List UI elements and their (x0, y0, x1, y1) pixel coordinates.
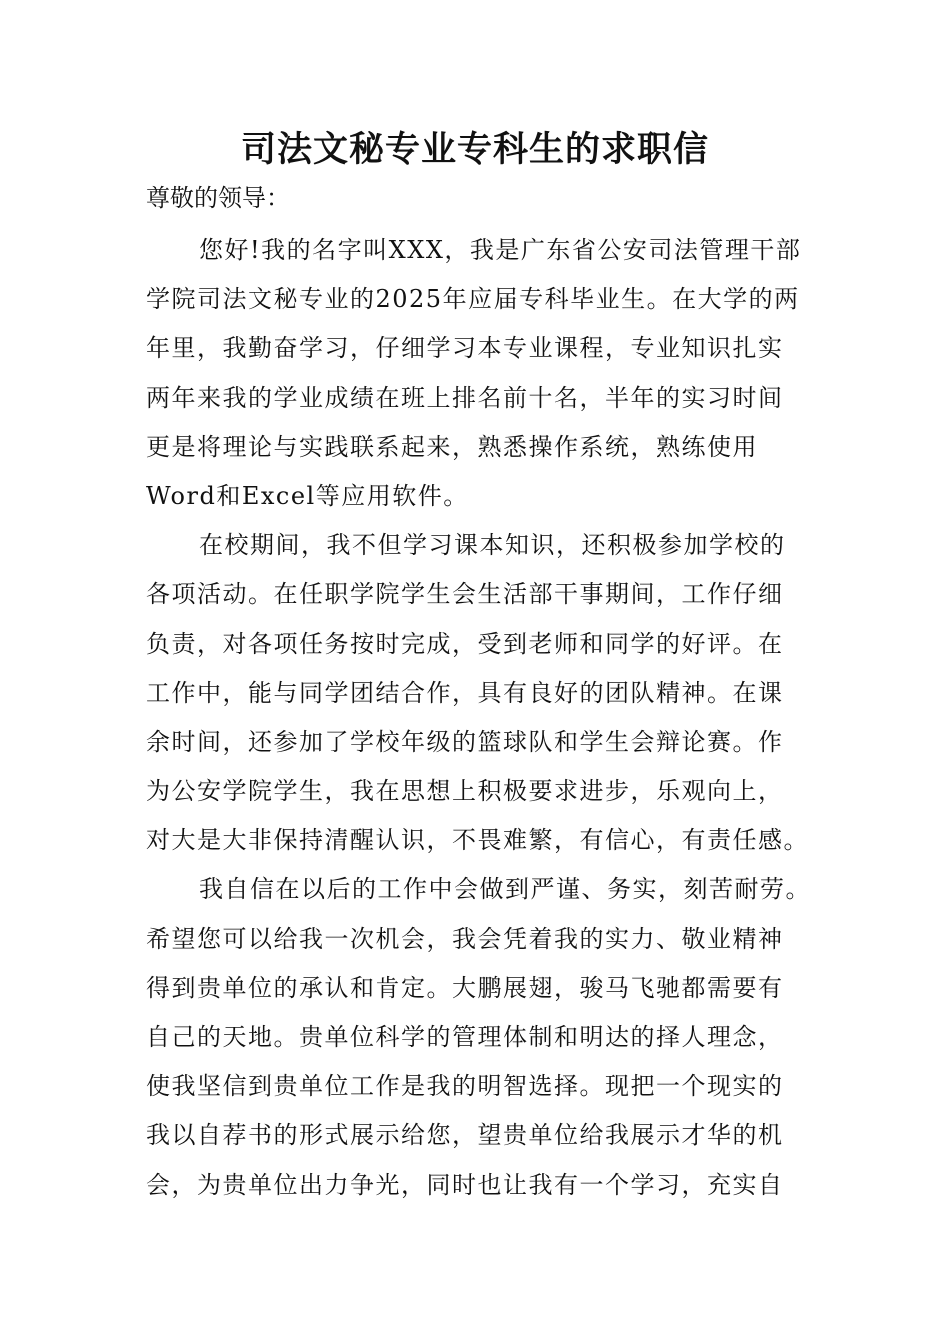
paragraph-1-line-2: 学院司法文秘专业的2025年应届专科毕业生。在大学的两 (146, 285, 800, 314)
paragraph-2-line-7: 对大是大非保持清醒认识，不畏难繁，有信心，有责任感。 (146, 826, 809, 855)
paragraph-2-line-1: 在校期间，我不但学习课本知识，还积极参加学校的 (199, 531, 786, 560)
paragraph-1-line-5: 更是将理论与实践联系起来，熟悉操作系统，熟练使用 (146, 432, 758, 461)
paragraph-1-line-3: 年里，我勤奋学习，仔细学习本专业课程，专业知识扎实 (146, 334, 784, 363)
paragraph-3-line-3: 得到贵单位的承认和肯定。大鹏展翅，骏马飞驰都需要有 (146, 973, 784, 1002)
paragraph-3-line-2: 希望您可以给我一次机会，我会凭着我的实力、敬业精神 (146, 924, 784, 953)
paragraph-3-line-7: 会，为贵单位出力争光，同时也让我有一个学习，充实自 (146, 1170, 784, 1199)
salutation: 尊敬的领导： (146, 184, 290, 212)
paragraph-1-line-1: 您好!我的名字叫XXX，我是广东省公安司法管理干部 (199, 236, 802, 264)
paragraph-3-line-5: 使我坚信到贵单位工作是我的明智选择。现把一个现实的 (146, 1072, 784, 1101)
paragraph-2-line-4: 工作中，能与同学团结合作，具有良好的团队精神。在课 (146, 678, 784, 707)
paragraph-3-line-1: 我自信在以后的工作中会做到严谨、务实，刻苦耐劳。 (199, 875, 811, 904)
paragraph-1-line-4: 两年来我的学业成绩在班上排名前十名，半年的实习时间 (146, 383, 784, 412)
paragraph-2-line-3: 负责，对各项任务按时完成，受到老师和同学的好评。在 (146, 629, 784, 658)
document-title: 司法文秘专业专科生的求职信 (240, 130, 709, 170)
paragraph-3-line-4: 自己的天地。贵单位科学的管理体制和明达的择人理念， (146, 1023, 784, 1051)
paragraph-3-line-6: 我以自荐书的形式展示给您，望贵单位给我展示才华的机 (146, 1121, 784, 1150)
paragraph-2-line-2: 各项活动。在任职学院学生会生活部干事期间，工作仔细 (146, 580, 784, 609)
letter-body (146, 226, 846, 1210)
paragraph-2-line-6: 为公安学院学生，我在思想上积极要求进步，乐观向上， (146, 777, 784, 806)
paragraph-1-line-6: Word和Excel等应用软件。 (146, 481, 469, 510)
paragraph-2-line-5: 余时间，还参加了学校年级的篮球队和学生会辩论赛。作 (146, 727, 784, 756)
